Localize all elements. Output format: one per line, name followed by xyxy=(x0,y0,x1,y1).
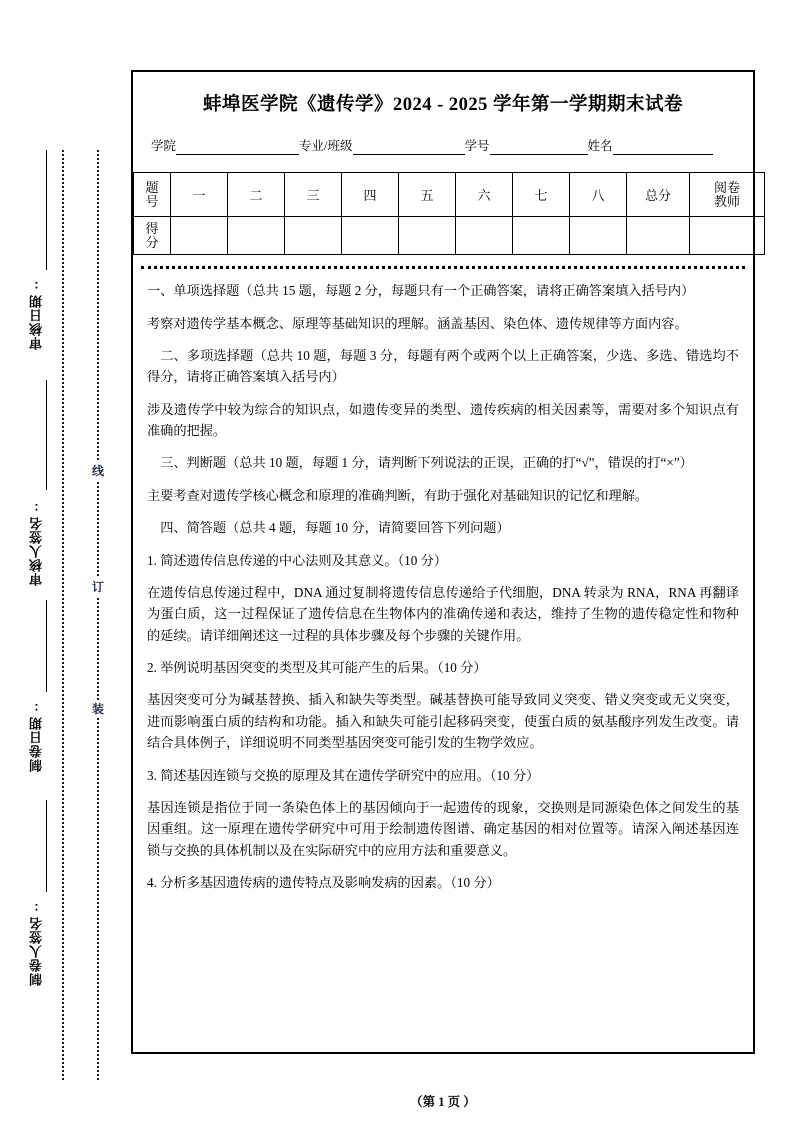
paper-date-label: 制卷日期: xyxy=(29,700,44,772)
seam-char-xian: 线 xyxy=(91,464,104,478)
section-3-heading: 三、判断题（总共 10 题，每题 1 分，请判断下列说法的正误，正确的打“√”，错误的打“×”） xyxy=(160,455,693,471)
paper-author-signature-label: 制卷人签名: xyxy=(29,900,44,986)
exam-body xyxy=(147,280,739,893)
question-col-2: 二 xyxy=(228,173,285,217)
paper-author-signature-rule xyxy=(46,800,47,892)
score-cell-6[interactable] xyxy=(456,217,513,255)
question-col-1: 一 xyxy=(171,173,228,217)
question-1-body: 在遗传信息传递过程中，DNA 通过复制将遗传信息传递给子代细胞，DNA 转录为 RNA，RNA 再翻译为蛋白质，这一过程保证了遗传信息在生物体内的准确传递和表达，维持了生物的遗传稳定性和物种的延续。请详细阐述这一过程的具体步骤及每个步骤的关键作用。 xyxy=(147,584,739,643)
score-cell-5[interactable] xyxy=(399,217,456,255)
question-4-prompt: 4. 分析多基因遗传病的遗传特点及影响发病的因素。（10 分） xyxy=(147,875,500,891)
binding-margin-area xyxy=(0,0,131,1122)
page-footer: （第 1 页 ） xyxy=(410,1095,476,1109)
question-col-3: 三 xyxy=(285,173,342,217)
section-1-body: 考察对遗传学基本概念、原理等基础知识的理解。涵盖基因、染色体、遗传规律等方面内容。 xyxy=(147,315,688,331)
reviewer-signature-label: 审核人签名: xyxy=(29,500,44,586)
college-input[interactable] xyxy=(176,140,299,155)
total-score-header: 总分 xyxy=(627,173,690,217)
outer-dotted-rule xyxy=(62,150,64,1080)
student-id-input[interactable] xyxy=(490,140,588,155)
question-col-7: 七 xyxy=(513,173,570,217)
section-divider xyxy=(141,266,745,269)
review-date-label: 审核日期: xyxy=(29,278,44,350)
review-date-rule xyxy=(46,150,47,270)
score-cell-1[interactable] xyxy=(171,217,228,255)
score-cell-4[interactable] xyxy=(342,217,399,255)
score-cell-8[interactable] xyxy=(570,217,627,255)
question-col-8: 八 xyxy=(570,173,627,217)
score-cell-total[interactable] xyxy=(627,217,690,255)
page-title: 蚌埠医学院《遗传学》2024 - 2025 学年第一学期期末试卷 xyxy=(202,95,684,115)
score-table xyxy=(133,172,765,255)
section-2-body: 涉及遗传学中较为综合的知识点，如遗传变异的类型、遗传疾病的相关因素等，需要对多个知识点有准确的把握。 xyxy=(147,401,739,439)
major-class-input[interactable] xyxy=(353,140,465,155)
section-2-heading: 二、多项选择题（总共 10 题，每题 3 分，每题有两个或两个以上正确答案，少选、多选、错选均不得分，请将正确答案填入括号内） xyxy=(147,347,739,385)
grader-header: 阅卷 教师 xyxy=(690,173,765,217)
score-cell-3[interactable] xyxy=(285,217,342,255)
name-input[interactable] xyxy=(613,140,713,155)
name-label: 姓名 xyxy=(587,139,613,154)
exam-sheet xyxy=(131,70,755,1054)
score-row-header: 得 分 xyxy=(134,217,171,255)
paper-date-rule xyxy=(46,600,47,692)
question-3-body: 基因连锁是指位于同一条染色体上的基因倾向于一起遗传的现象，交换则是同源染色体之间发生的基因重组。这一原理在遗传学研究中可用于绘制遗传图谱、确定基因的相对位置等。请深入阐述基因连锁与交换的具体机制以及在实际研究中的应用方法和重要意义。 xyxy=(147,799,739,858)
question-col-6: 六 xyxy=(456,173,513,217)
question-number-header: 题 号 xyxy=(134,173,171,217)
question-col-4: 四 xyxy=(342,173,399,217)
question-1-prompt: 1. 简述遗传信息传递的中心法则及其意义。（10 分） xyxy=(147,552,448,568)
seam-char-zhuang: 装 xyxy=(91,702,104,716)
question-2-prompt: 2. 举例说明基因突变的类型及其可能产生的后果。（10 分） xyxy=(147,660,487,676)
score-cell-7[interactable] xyxy=(513,217,570,255)
major-class-label: 专业/班级 xyxy=(299,139,353,154)
student-info-row xyxy=(151,136,735,155)
table-row-scores xyxy=(134,217,765,255)
section-1-heading: 一、单项选择题（总共 15 题，每题 2 分，每题只有一个正确答案，请将正确答案填入括号内） xyxy=(147,283,695,299)
college-label: 学院 xyxy=(151,139,177,154)
table-row-question-numbers xyxy=(134,173,765,217)
question-col-5: 五 xyxy=(399,173,456,217)
student-id-label: 学号 xyxy=(464,139,490,154)
score-cell-grader[interactable] xyxy=(690,217,765,255)
section-3-body: 主要考查对遗传学核心概念和原理的准确判断，有助于强化对基础知识的记忆和理解。 xyxy=(147,487,649,503)
inner-dotted-rule xyxy=(97,150,99,1080)
question-3-prompt: 3. 简述基因连锁与交换的原理及其在遗传学研究中的应用。（10 分） xyxy=(147,767,540,783)
question-2-body: 基因突变可分为碱基替换、插入和缺失等类型。碱基替换可能导致同义突变、错义突变或无义突变，进而影响蛋白质的结构和功能。插入和缺失可能引起移码突变，使蛋白质的氨基酸序列发生改变。请结合具体例子，详细说明不同类型基因突变可能引发的生物学效应。 xyxy=(147,692,739,751)
score-cell-2[interactable] xyxy=(228,217,285,255)
reviewer-signature-rule xyxy=(46,380,47,490)
section-4-heading: 四、简答题（总共 4 题，每题 10 分，请简要回答下列问题） xyxy=(160,520,510,536)
seam-char-ding: 订 xyxy=(91,580,104,594)
